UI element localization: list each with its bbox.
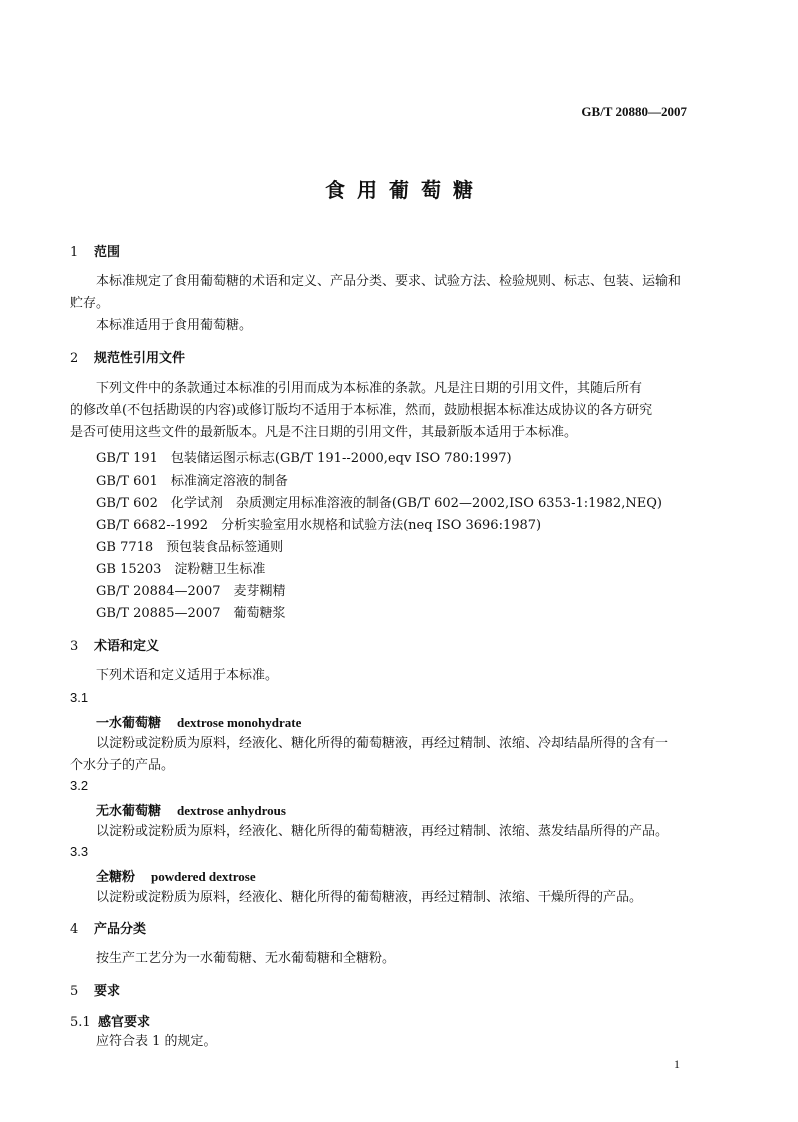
section-number: 3 [70,639,79,654]
paragraph: 个水分子的产品。 [70,758,175,773]
paragraph: 应符合表 1 的规定。 [96,1034,217,1049]
reference-item: GB 15203 淀粉糖卫生标准 [96,562,266,577]
section-number: 1 [70,245,79,260]
section-title: 规范性引用文件 [94,351,186,366]
reference-item: GB/T 601 标准滴定溶液的制备 [96,474,288,489]
section-number: 5.1 [70,1015,91,1030]
reference-item: GB/T 6682--1992 分析实验室用水规格和试验方法(neq ISO 3696:1987) [96,518,542,533]
subclause-number: 3.3 [70,844,89,859]
reference-item: GB/T 191 包装储运图示标志(GB/T 191--2000,eqv ISO 780:1997) [96,451,512,466]
reference-item: GB 7718 预包装食品标签通则 [96,540,284,555]
subclause-number: 3.2 [70,778,89,793]
paragraph: 下列术语和定义适用于本标准。 [96,668,279,683]
reference-item: GB/T 20885—2007 葡萄糖浆 [96,606,286,621]
paragraph: 的修改单(不包括勘误的内容)或修订版均不适用于本标准，然而，鼓励根据本标准达成协议的各方研究 [70,403,653,418]
page-number: 1 [674,1057,680,1071]
subsection-5-1-heading [70,1011,150,1030]
section-title: 感官要求 [98,1015,151,1030]
term-zh: 无水葡萄糖 [96,804,162,819]
paragraph: 本标准规定了食用葡萄糖的术语和定义、产品分类、要求、试验方法、检验规则、标志、包装、运输和 [96,274,682,289]
section-1-heading [70,241,120,260]
paragraph: 按生产工艺分为一水葡萄糖、无水葡萄糖和全糖粉。 [96,951,396,966]
term-heading [96,800,286,819]
section-title: 术语和定义 [94,639,160,654]
term-heading [96,866,256,885]
document-title: 食用葡萄糖 [325,178,485,202]
section-title: 范围 [94,245,121,260]
paragraph: 下列文件中的条款通过本标准的引用而成为本标准的条款。凡是注日期的引用文件，其随后所有 [96,381,643,396]
standard-code-header: GB/T 20880—2007 [581,104,687,119]
section-title: 要求 [94,984,121,999]
section-5-heading [70,980,120,999]
section-number: 5 [70,984,79,999]
paragraph: 以淀粉或淀粉质为原料，经液化、糖化所得的葡萄糖液，再经过精制、浓缩、冷却结晶所得的含有一 [96,736,669,751]
term-en: dextrose monohydrate [177,715,302,730]
paragraph: 本标准适用于食用葡萄糖。 [96,318,253,333]
term-zh: 全糖粉 [96,870,136,885]
paragraph: 以淀粉或淀粉质为原料，经液化、糖化所得的葡萄糖液，再经过精制、浓缩、蒸发结晶所得的产品。 [96,824,669,839]
section-title: 产品分类 [94,922,147,937]
reference-item: GB/T 20884—2007 麦芽糊精 [96,584,286,599]
term-heading [96,712,301,731]
section-4-heading [70,918,146,937]
section-3-heading [70,635,159,654]
section-2-heading [70,347,185,366]
paragraph: 是否可使用这些文件的最新版本。凡是不注日期的引用文件，其最新版本适用于本标准。 [70,425,578,440]
term-en: dextrose anhydrous [177,803,286,818]
term-en: powdered dextrose [151,869,256,884]
section-number: 2 [70,351,79,366]
subclause-number: 3.1 [70,690,89,705]
reference-item: GB/T 602 化学试剂 杂质测定用标准溶液的制备(GB/T 602—2002,ISO 6353-1:1982,NEQ) [96,496,662,511]
section-number: 4 [70,922,79,937]
term-zh: 一水葡萄糖 [96,716,162,731]
paragraph: 以淀粉或淀粉质为原料，经液化、糖化所得的葡萄糖液，再经过精制、浓缩、干燥所得的产品。 [96,890,643,905]
paragraph: 贮存。 [70,296,110,311]
